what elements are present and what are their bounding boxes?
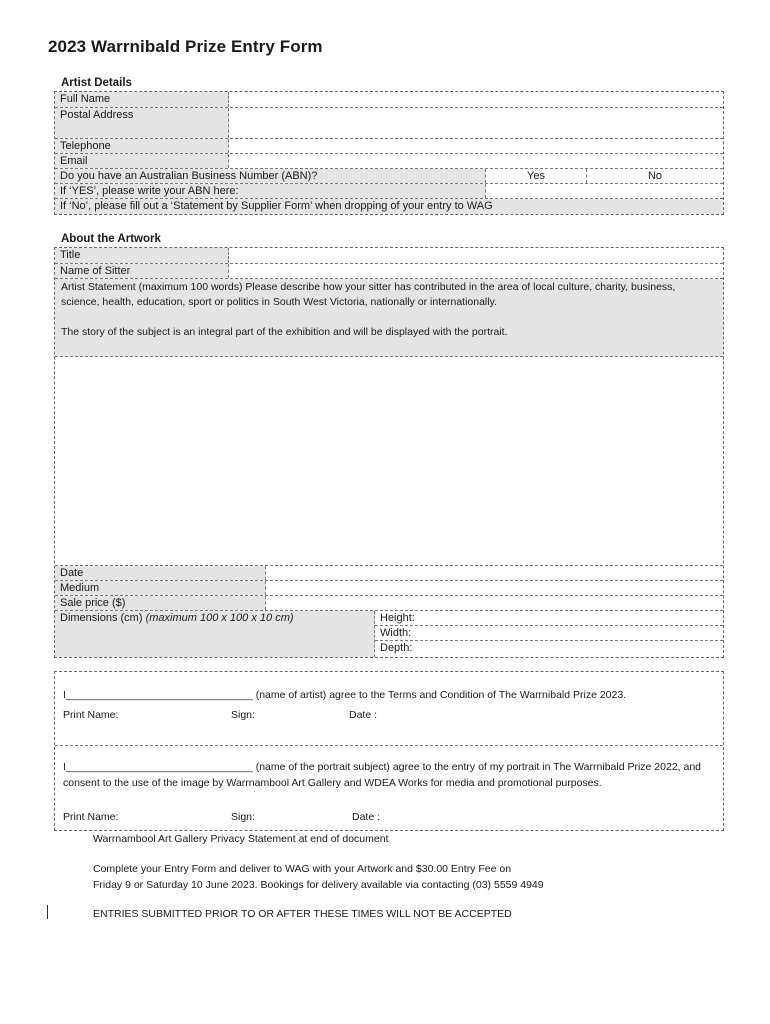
email-label: Email [55, 154, 229, 168]
postal-address-field[interactable] [229, 108, 723, 138]
artist-agreement-text: I________________________________ (name of artist) agree to the Terms and Condition of The Warrnibald Prize 2023. [63, 689, 627, 701]
artist-statement-field[interactable] [55, 357, 723, 566]
width-field[interactable] [375, 626, 723, 641]
date-label: Date [55, 566, 266, 580]
artist-statement-note: The story of the subject is an integral part of the exhibition and will be displayed with the portrait. [61, 326, 508, 338]
full-name-field[interactable] [229, 92, 723, 107]
artwork-table [54, 247, 724, 658]
delivery-line-2: Friday 9 or Saturday 10 June 2023. Bookings for delivery available via contacting (03) 5559 4949 [93, 879, 544, 891]
sitter-label: Name of Sitter [55, 264, 229, 278]
artist-details-table [54, 91, 724, 215]
sign-label: Sign: [231, 709, 255, 721]
sale-price-row [55, 596, 723, 611]
telephone-row [55, 139, 723, 154]
date-field[interactable] [266, 566, 723, 580]
artist-statement-instructions: Artist Statement (maximum 100 words) Please describe how your sitter has contributed in the area of local culture, charity, business, science, health, education, sport or politics in South West Victoria, nationally or internationally. [61, 281, 676, 308]
height-field[interactable] [375, 611, 723, 626]
postal-address-label: Postal Address [55, 108, 229, 138]
abn-no-note: If ‘No’, please fill out a ‘Statement by Supplier Form’ when dropping of your entry to WAG [60, 200, 493, 212]
telephone-field[interactable] [229, 139, 723, 153]
sitter-field[interactable] [229, 264, 723, 278]
postal-address-row [55, 108, 723, 139]
dimensions-label [55, 611, 375, 657]
date-label-2: Date : [352, 811, 381, 823]
artist-details-heading: Artist Details [61, 77, 132, 89]
artwork-heading: About the Artwork [61, 233, 161, 245]
medium-row [55, 581, 723, 596]
sign-label-2: Sign: [231, 811, 255, 823]
abn-number-label: If ‘YES’, please write your ABN here: [55, 184, 486, 198]
abn-no-option[interactable]: No [647, 170, 663, 182]
depth-label: Depth: [380, 642, 413, 654]
print-name-label-2: Print Name: [63, 811, 119, 823]
dimensions-text: Dimensions (cm) [60, 612, 146, 624]
full-name-label: Full Name [55, 92, 229, 107]
abn-question-label: Do you have an Australian Business Number (ABN)? [55, 169, 486, 183]
width-label: Width: [380, 627, 412, 639]
abn-question-row [55, 169, 723, 184]
subject-agreement-text: I________________________________ (name of the portrait subject) agree to the entry of my portrait in The Warrnibald Prize 2022, and consent to the use of the image by Warrnambool Art Gallery and WDEA Works for media and promotional purposes. [63, 761, 702, 789]
privacy-note: Warrnambool Art Gallery Privacy Statement at end of document [93, 833, 389, 845]
artist-statement-row [55, 279, 723, 357]
artist-agreement [55, 672, 723, 746]
sitter-row [55, 264, 723, 279]
depth-field[interactable] [375, 641, 723, 656]
sale-price-label: Sale price ($) [55, 596, 266, 610]
abn-yes-option[interactable]: Yes [486, 169, 587, 183]
text-cursor-bar [47, 905, 48, 919]
page-title: 2023 Warrnibald Prize Entry Form [48, 37, 323, 56]
dimensions-row [55, 611, 723, 657]
dimensions-max: (maximum 100 x 100 x 10 cm) [145, 612, 294, 624]
telephone-label: Telephone [55, 139, 229, 153]
medium-field[interactable] [266, 581, 723, 595]
height-label: Height: [380, 612, 415, 624]
full-name-row [55, 92, 723, 108]
abn-number-row [55, 184, 723, 199]
artwork-title-field[interactable] [229, 248, 723, 263]
print-name-label: Print Name: [63, 709, 119, 721]
date-row [55, 566, 723, 581]
delivery-line-1: Complete your Entry Form and deliver to WAG with your Artwork and $30.00 Entry Fee on [93, 863, 512, 875]
agreement-box [54, 671, 724, 831]
email-field[interactable] [229, 154, 723, 168]
medium-label: Medium [55, 581, 266, 595]
date-label-1: Date : [349, 709, 378, 721]
entries-warning: ENTRIES SUBMITTED PRIOR TO OR AFTER THESE TIMES WILL NOT BE ACCEPTED [93, 908, 512, 920]
email-row [55, 154, 723, 169]
abn-number-field[interactable] [486, 184, 723, 198]
sale-price-field[interactable] [266, 596, 723, 610]
title-row [55, 248, 723, 264]
artwork-title-label: Title [55, 248, 229, 263]
abn-no-row [55, 199, 723, 214]
